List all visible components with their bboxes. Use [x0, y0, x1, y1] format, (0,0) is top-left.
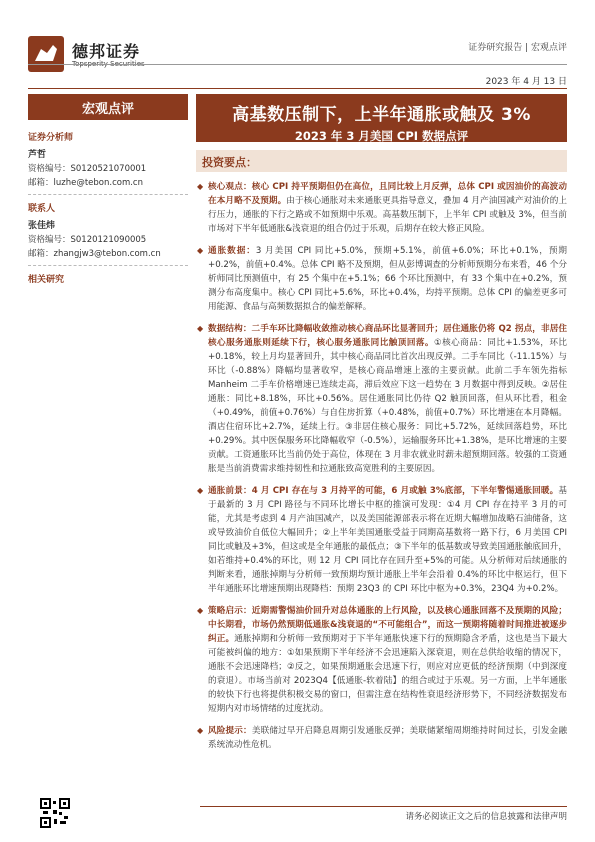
paragraph-risk — [196, 724, 567, 752]
header-divider-accent — [28, 88, 567, 89]
paragraph-lead: 策略启示：近期需警惕油价回升对总体通胀的上行风险，以及核心通胀回落不及预期的风险；中长期看，市场仍然预期低通胀&浅衰退的“不可能组合”，而这一预期将随着时间推进被逐步纠正。 — [208, 606, 567, 644]
paragraph-inflation-outlook — [196, 484, 567, 596]
paragraph-lead: 通胀前景：4 月 CPI 存在与 3 月持平的可能，6 月或触 3%底部，下半年警惕通胀回暖。 — [208, 486, 559, 496]
report-title: 高基数压制下，上半年通胀或触及 3% — [232, 105, 531, 125]
diamond-bullet-icon: ◆ — [197, 726, 204, 735]
footer-disclaimer[interactable]: 请务必阅读正文之后的信息披露和法律声明 — [405, 812, 567, 822]
paragraph-data-structure — [196, 322, 567, 476]
analyst-email[interactable]: 邮箱：luzhe@tebon.com.cn — [28, 178, 143, 188]
related-section-title: 相关研究 — [28, 275, 65, 285]
contact-name: 张佳炜 — [28, 221, 56, 231]
paragraph-core-view — [196, 180, 567, 236]
paragraph-text: 3 月美国 CPI 同比+5.0%，预期+5.1%，前值+6.0%；环比+0.1%，预期+0.2%，前值+0.4%。总体 CPI 略不及预期，但从彭博调查的分析师预期分布来看，46 个分析师同比预测值中，有 25 个集中在+5.1%；66 个环比预测中，有 33 个集中在+0.2%，预测分布高度集中。核心 CPI 同比+5.6%，环比+0.4%，均持平预期。总体 CPI 的偏差更多可用能源、食品与高频数据拟合的偏差解释。 — [208, 246, 567, 312]
header-divider — [28, 64, 567, 65]
sidebar — [28, 130, 188, 289]
contact-section-title: 联系人 — [28, 204, 56, 214]
paragraph-strategy — [196, 604, 567, 716]
investment-highlights-bar — [196, 150, 567, 172]
diamond-bullet-icon: ◆ — [197, 486, 204, 495]
category-banner: 宏观点评 — [28, 94, 188, 120]
diamond-bullet-icon: ◆ — [197, 246, 204, 255]
paragraph-lead: 数据结构：二手车环比降幅收敛推动核心商品环比显著回升；居住通胀仍将 Q2 拐点，非居住核心服务通胀则延续下行，核心服务通胀同比触顶回落。 — [208, 324, 567, 348]
paragraph-inflation-data — [196, 244, 567, 314]
paragraph-lead: 核心观点：核心 CPI 持平预期但仍在高位，且同比较上月反弹，总体 CPI 或因油价的高波动在本月略不及预期。 — [208, 182, 567, 206]
paragraph-lead: 风险提示： — [208, 726, 252, 736]
qr-code-icon — [40, 798, 70, 828]
sidebar-divider — [28, 265, 188, 266]
report-title-banner — [196, 94, 567, 142]
diamond-bullet-icon: ◆ — [197, 182, 204, 191]
paragraph-lead: 通胀数据： — [208, 246, 256, 256]
investment-highlights-heading: 投资要点： — [202, 156, 257, 169]
analyst-cert: 资格编号：S0120521070001 — [28, 164, 147, 174]
company-english-name: Topsperity Securities — [72, 60, 145, 68]
report-date: 2023 年 4 月 13 日 — [485, 77, 567, 87]
analyst-section-title: 证券分析师 — [28, 133, 74, 143]
paragraph-text: 由于核心通胀对未来通胀更具指导意义，叠加 4 月产油国减产对油价的上行压力，通胀的下行之路或不如预期中乐观。高基数压制下，上半年 CPI 或触及 3%，但当前市场对下半年低通胀&浅衰退的组合仍过于乐观，后期存在较大修正风险。 — [208, 196, 567, 234]
footer-divider — [200, 806, 567, 807]
diamond-bullet-icon: ◆ — [197, 606, 204, 615]
report-subtitle: 2023 年 3 月美国 CPI 数据点评 — [294, 129, 469, 143]
paragraph-text: 基于最新的 3 月 CPI 路径与不同环比增长中枢的推演可发现：①4 月 CPI 存在持平 3 月的可能，尤其是考虑到 4 月产油国减产，以及美国能源部表示将在近期大幅增加战略石油储备，这或导致油价自低位大幅回升；②上半年美国通胀受益于同期高基数将一路下行，6 月美国 CPI 同比或触及+3%，但这或是全年通胀的最低点；③下半年的低基数或导致美国通胀触底回升，如若维持+0.4%的环比，则 12 月 CPI 同比存在回升至+5%的可能。从分析师对后续通胀的判断来看，通胀掉期与分析师一致预期均预计通胀上半年会沿着 0.4%的环比中枢运行，但下半年通胀环比增速预期出现降档：预期 23Q3 的 CPI 环比中枢为+0.3%，23Q4 为+0.2%。 — [208, 486, 567, 594]
report-body — [196, 180, 567, 760]
company-logo — [28, 36, 178, 76]
logo-icon — [28, 36, 64, 72]
paragraph-text: ①核心商品：同比+1.53%，环比+0.18%，较上月均显著回升，其中核心商品同比首次出现反弹。二手车同比（-11.15%）与环比（-0.88%）降幅均显著收窄，是核心商品增速上涨的主要贡献。此前二手车领先指标 Manheim 二手车价格增速已连续走高，滞后效应下这一趋势在 3 月数据中得到反映。②居住通胀：同比+8.18%，环比+0.56%。居住通胀同比仍待 Q2 触顶回落，但从环比看，租金（+0.49%，前值+0.76%）与自住房折算（+0.48%，前值+0.7%）环比增速在本月降幅。酒店住宿环比+2.7%，延续上行。③非居住核心服务：同比+5.72%，延续回落趋势，环比+0.29%。其中医保服务环比降幅收窄（-0.5%），运输服务环比+1.38%，是环比增速的主要贡献。工资通胀环比当前仍处于高位，体现在 3 月非农就业时薪未超预期回落。较强的工资通胀是当前消费需求维持韧性和拉通胀致高宽胜利的主要原因。 — [208, 338, 567, 474]
diamond-bullet-icon: ◆ — [197, 324, 204, 333]
contact-email[interactable]: 邮箱：zhangjw3@tebon.com.cn — [28, 249, 161, 259]
contact-cert: 资格编号：S0120121090005 — [28, 235, 147, 245]
company-name: 德邦证券 — [72, 42, 141, 61]
paragraph-text: 美联储过早开启降息周期引发通胀反弹；美联储紧缩周期维持时间过长，引发金融系统流动性危机。 — [208, 726, 567, 750]
report-type: 证券研究报告 | 宏观点评 — [468, 43, 567, 53]
analyst-name: 芦哲 — [28, 150, 47, 160]
sidebar-divider — [28, 194, 188, 195]
paragraph-text: 通胀掉期和分析师一致预期对于下半年通胀快速下行的预期隐含矛盾，这也是当下最大可能被纠偏的地方：①如果预期下半年经济不会迅速陷入深衰退，则在总供给收缩的情况下，通胀不会迅速降档；②反之，如果预期通胀会迅速下行，则应对应更低的经济预期（中到深度的衰退）。市场当前对 2023Q4【低通胀-软着陆】的组合或过于乐观。另一方面，上半年通胀的较快下行也将提供积极交易的窗口，但需注意在结构性衰退经济形势下，不同经济数据发布短期内对市场情绪的过度扰动。 — [208, 634, 567, 714]
